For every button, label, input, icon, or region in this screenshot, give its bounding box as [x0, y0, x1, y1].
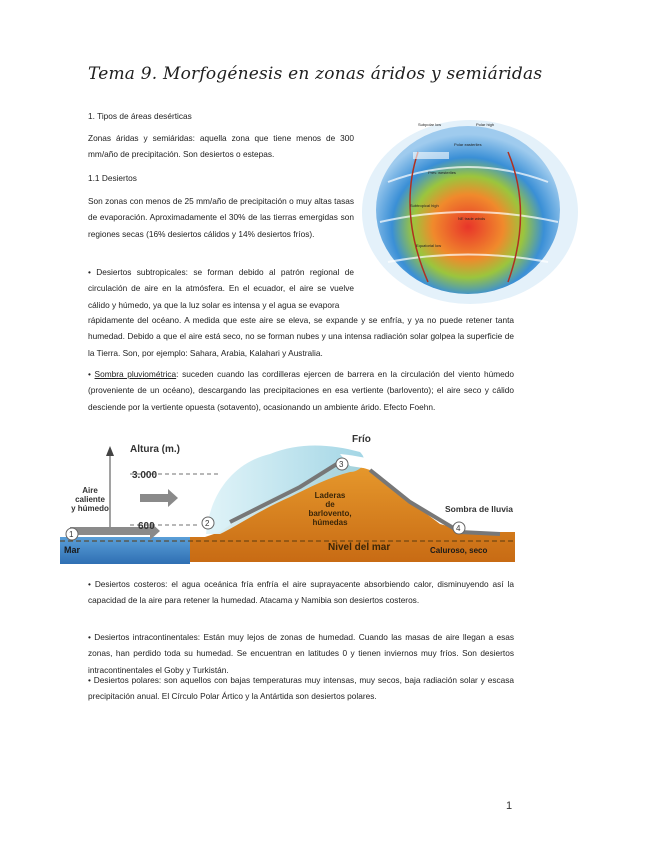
- paragraph-polares: • Desiertos polares: son aquellos con bajas temperaturas muy intensas, muy secos, baja radiación solar y escasa precipitación anual. El Círculo Polar Ártico y la Antártida son desiertos polares.: [88, 675, 514, 702]
- altitude-3000: 3.000: [132, 470, 158, 481]
- paragraph-subtropicales-start: • Desiertos subtropicales: se forman debido al patrón regional de circulación de aire en la atmósfera. En el ecuador, el aire se vuelve cálido y húmedo, ya que la luz solar es intensa y el agua se evapora: [88, 267, 354, 310]
- aire-line-1: Aire: [82, 486, 98, 495]
- pluviometricos-text: : suceden cuando las cordilleras ejercen de barrera en la circulación del viento húmedo (proveniente de un océano), descargando las precipitaciones en esa vertiente (barlovento); el aire seco y cálido desciende por la vertiente opuesta (sotavento), ocasionando un ambiente árido. Efecto Foehn.: [88, 369, 514, 412]
- heading-tipos: 1. Tipos de áreas desérticas: [88, 111, 192, 121]
- globe-label-polar-easterlies: Polar easterlies: [454, 142, 482, 147]
- caluroso-label: Caluroso, seco: [430, 546, 488, 555]
- laderas-line-1: Laderas: [314, 491, 346, 500]
- nivel-mar-label: Nivel del mar: [328, 542, 391, 553]
- paragraph-intro: Zonas áridas y semiáridas: aquella zona que tiene menos de 300 mm/año de precipitación. Son desiertos o estepas.: [88, 133, 354, 160]
- page-title: Tema 9. Morfogénesis en zonas áridos y semiáridas: [88, 64, 543, 84]
- laderas-line-3: barlovento,: [308, 509, 352, 518]
- paragraph-pluviometricos: • Sombra pluviométrica: suceden cuando las cordilleras ejercen de barrera en la circulación del viento húmedo (proveniente de un océano), descargando las precipitaciones en esa vertiente (barlovento); el aire seco y cálido desciende por la vertiente opuesta (sotavento), ocasionando un ambiente árido. Efecto Foehn.: [88, 369, 514, 412]
- step-3-label: 3: [339, 460, 344, 469]
- mar-label: Mar: [64, 545, 81, 555]
- step-1-label: 1: [69, 530, 74, 539]
- pluviometricos-label: Sombra pluviométrica: [94, 369, 177, 379]
- frio-label: Frío: [352, 434, 371, 445]
- altura-label: Altura (m.): [130, 444, 180, 455]
- globe-label-subpolar: Subpolar low: [418, 122, 442, 127]
- globe-label-subtropical: Subtropical high: [410, 203, 439, 208]
- step-2-label: 2: [205, 519, 210, 528]
- laderas-line-4: húmedas: [312, 518, 348, 527]
- paragraph-subtropicales-end: rápidamente del océano. A medida que este aire se eleva, se expande y se enfría, y ya no puede retener tanta humedad. Debido a que el aire está seco, no se forman nubes y una intensa radiación solar golpea la superficie de la Tierra. Son, por ejemplo: Sahara, Arabia, Kalahari y Australia.: [88, 315, 514, 358]
- paragraph-intracontinentales: • Desiertos intracontinentales: Están muy lejos de zonas de humedad. Cuando las masas de aire llegan a esas zonas, han perdido toda su humedad. Se encuentran en latitudes 0 y tienen inviernos muy fríos. Son desiertos intracontinentales el Goby y Turkistán.: [88, 632, 514, 675]
- globe-label-equatorial: Equatorial low: [416, 243, 442, 248]
- page-number: 1: [506, 800, 513, 812]
- step-4-label: 4: [456, 524, 461, 533]
- globe-label-westerlies: Prev. westerlies: [428, 170, 456, 175]
- paragraph-costeros: • Desiertos costeros: el agua oceánica fría enfría el aire suprayacente absorbiendo calor, disminuyendo así la capacidad de la aire para retener la humedad. Atacama y Namibia son desiertos costeros.: [88, 579, 514, 606]
- altitude-600: 600: [138, 521, 155, 532]
- heading-desiertos: 1.1 Desiertos: [88, 173, 137, 183]
- aire-line-3: y húmedo: [71, 504, 109, 513]
- foehn-effect-diagram: [60, 432, 520, 570]
- globe-label-polar-high: Polar high: [476, 122, 495, 127]
- paragraph-desiertos: Son zonas con menos de 25 mm/año de precipitación o muy altas tasas de evaporación. Aproximadamente el 30% de las tierras emergidas son regiones secas (16% desiertos cálidos y 14% desiertos fríos).: [88, 196, 354, 239]
- globe-label-trade-winds: NE trade winds: [458, 216, 486, 221]
- sombra-label: Sombra de lluvia: [445, 504, 514, 514]
- laderas-line-2: de: [325, 500, 335, 509]
- atmospheric-circulation-globe: [358, 112, 582, 308]
- aire-line-2: caliente: [75, 495, 105, 504]
